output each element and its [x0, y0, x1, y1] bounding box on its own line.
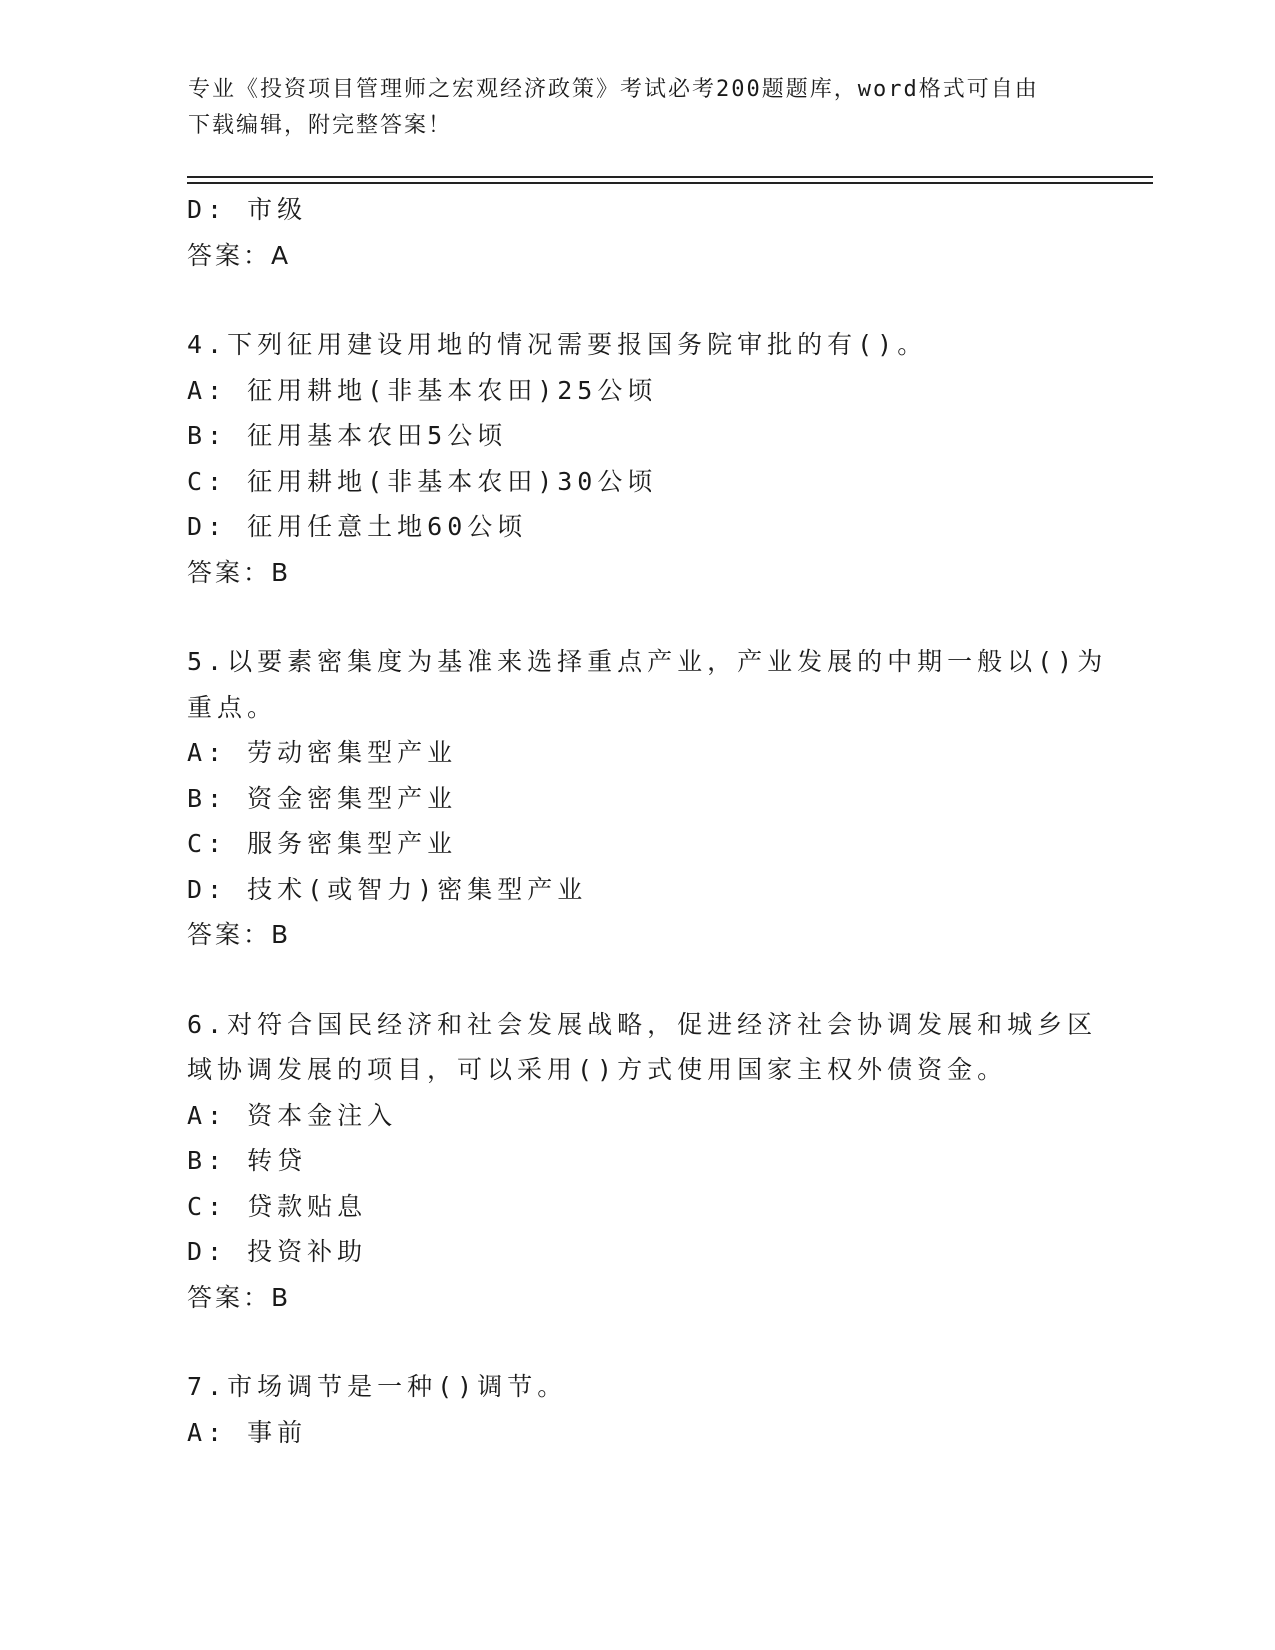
question-5: [187, 639, 1108, 958]
question-text-line-2: 重点。: [187, 692, 278, 722]
question-text-line-2: 域协调发展的项目，可以采用()方式使用国家主权外债资金。: [187, 1055, 1008, 1084]
spacer: [187, 1320, 1067, 1364]
option-d: D: 投资补助: [187, 1237, 368, 1266]
previous-question-tail: [187, 187, 1067, 278]
question-text: 7.市场调节是一种()调节。: [187, 1372, 568, 1401]
question-text: 4.下列征用建设用地的情况需要报国务院审批的有()。: [187, 330, 928, 359]
option-c: C: 征用耕地(非基本农田)30公顷: [187, 466, 658, 496]
option-b: B: 转贷: [187, 1146, 308, 1175]
option-a: A: 事前: [187, 1417, 308, 1447]
answer: 答案：B: [187, 557, 292, 587]
question-6: [187, 1002, 1098, 1321]
question-text-line-1: 5.以要素密集度为基准来选择重点产业，产业发展的中期一般以()为: [187, 647, 1108, 676]
option-b: B: 征用基本农田5公顷: [187, 421, 508, 450]
option-c: C: 贷款贴息: [187, 1191, 368, 1221]
spacer: [187, 595, 1067, 639]
option-d: D: 市级: [187, 195, 308, 224]
question-text-line-1: 6.对符合国民经济和社会发展战略，促进经济社会协调发展和城乡区: [187, 1009, 1098, 1039]
answer: 答案：B: [187, 920, 292, 949]
option-d: D: 征用任意土地60公顷: [187, 512, 528, 541]
option-c: C: 服务密集型产业: [187, 829, 458, 858]
question-7: [187, 1364, 1067, 1455]
header-divider-bottom: [187, 182, 1153, 184]
page-header: [188, 72, 1068, 144]
header-line-1: 专业《投资项目管理师之宏观经济政策》考试必考200题题库，word格式可自由: [188, 77, 1039, 102]
option-a: A: 资本金注入: [187, 1100, 398, 1130]
answer: 答案：A: [187, 240, 292, 270]
option-b: B: 资金密集型产业: [187, 783, 458, 813]
answer: 答案：B: [187, 1282, 292, 1312]
option-a: A: 劳动密集型产业: [187, 738, 458, 767]
option-d: D: 技术(或智力)密集型产业: [187, 874, 588, 904]
spacer: [187, 958, 1067, 1002]
question-4: [187, 322, 1067, 595]
option-a: A: 征用耕地(非基本农田)25公顷: [187, 375, 658, 405]
header-line-2: 下载编辑，附完整答案！: [188, 113, 453, 138]
spacer: [187, 278, 1067, 322]
question-content: [187, 187, 1108, 1455]
header-divider-top: [187, 176, 1153, 178]
